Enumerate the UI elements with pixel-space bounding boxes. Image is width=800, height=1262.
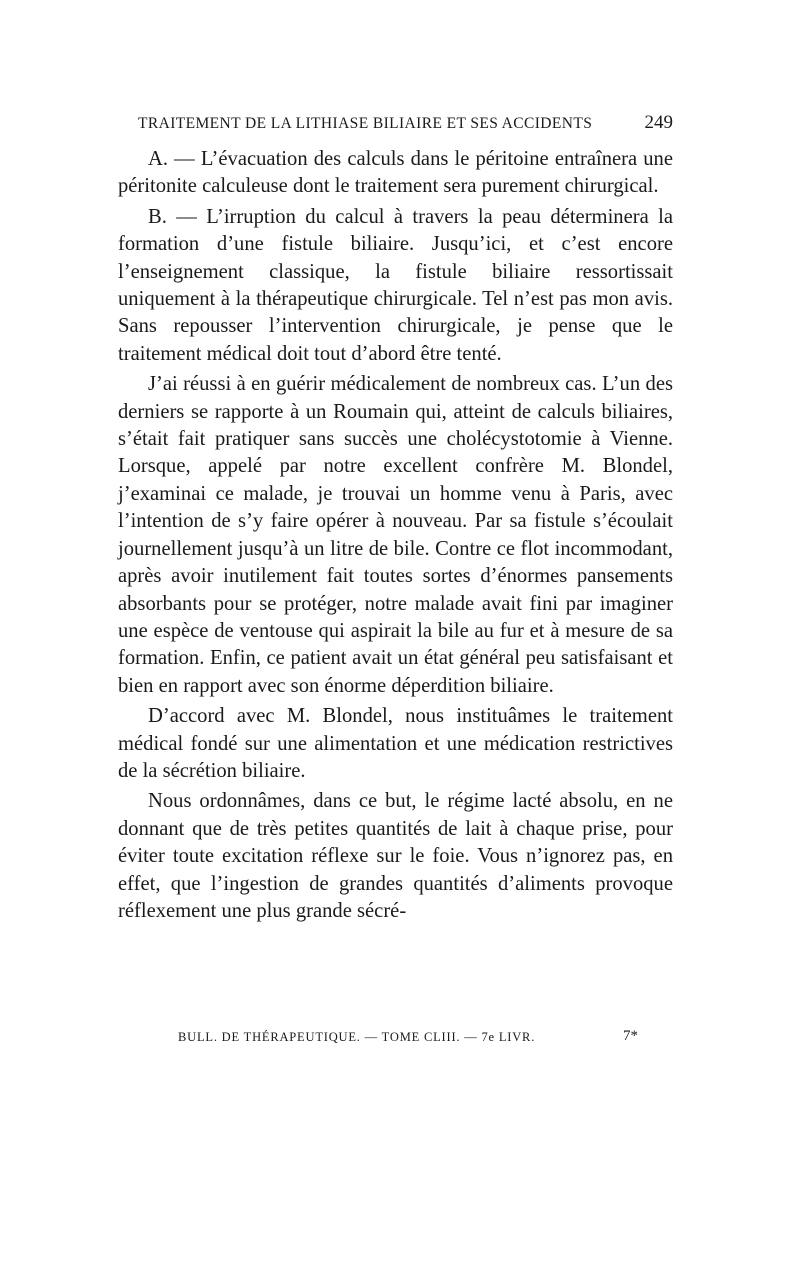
book-page [118,112,673,925]
paragraph-case-report: J’ai réussi à en guérir médicalement de nombreux cas. L’un des derniers se rapporte à un Roumain qui, atteint de calculs biliaires, s’était fait pratiquer sans succès une cholécystotomie à Vienne. Lorsque, appelé par notre excellent confrère M. Blondel, j’examinai ce malade, je trouvai un homme venu à Paris, avec l’intention de s’y faire opérer à nouveau. Par sa fistule s’écoulait journellement jusqu’à un litre de bile. Contre ce flot incommodant, après avoir inutilement fait toutes sortes d’énormes pansements absorbants pour se protéger, notre malade avait fini par imaginer une espèce de ventouse qui aspirait la bile au fur et à mesure de sa formation. Enfin, ce patient avait un état général peu satisfaisant et bien en rapport avec son énorme déperdition biliaire. [118,373,673,697]
paragraph-treatment: D’accord avec M. Blondel, nous instituâmes le traitement médical fondé sur une alimentation et une médication restrictives de la sécrétion biliaire. [118,705,673,782]
running-header [138,112,673,146]
signature-mark: 7* [623,1028,638,1044]
footer-imprint: BULL. DE THÉRAPEUTIQUE. — TOME CLIII. — 7e LIVR. [178,1030,536,1044]
paragraph-a: A. — L’évacuation des calculs dans le péritoine entraînera une péritonite calculeuse dont le traitement sera purement chirurgical. [118,148,673,198]
paragraph-b: B. — L’irruption du calcul à travers la peau déterminera la formation d’une fistule biliaire. Jusqu’ici, et c’est encore l’enseignement classique, la fistule biliaire ressortissait uniquement à la thérapeutique chirurgicale. Tel n’est pas mon avis. Sans repousser l’intervention chirurgicale, je pense que le traitement médical doit tout d’abord être tenté. [118,205,673,365]
paragraph-diet: Nous ordonnâmes, dans ce but, le régime lacté absolu, en ne donnant que de très petites quantités de lait à chaque prise, pour éviter toute excitation réflexe sur le foie. Vous n’ignorez pas, en effet, que l’ingestion de grandes quantités d’aliments provoque réflexement une plus grande sécré- [118,790,673,922]
page-number: 249 [644,112,673,133]
page-footer [178,1030,638,1045]
body-text [118,146,673,925]
running-title: TRAITEMENT DE LA LITHIASE BILIAIRE ET SES ACCIDENTS [138,115,593,132]
